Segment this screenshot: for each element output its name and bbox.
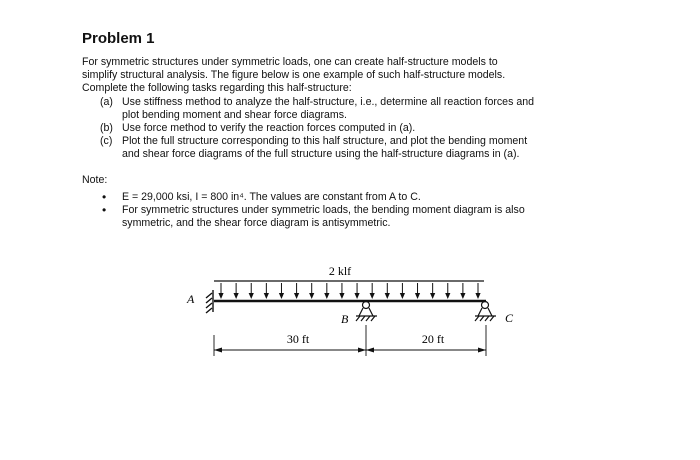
load-label: 2 klf [328,264,352,278]
note-heading: Note: [82,173,108,186]
task-label: (b) [100,122,113,135]
load-arrow-icon [249,283,254,299]
load-arrow-icon [385,283,390,299]
load-arrow-icon [415,283,420,299]
pin-support-icon [356,302,377,322]
load-arrow-icon [460,283,465,299]
load-arrow-icon [445,283,450,299]
task-text: plot bending moment and shear force diagrams. [122,108,347,121]
problem-title: Problem 1 [82,30,155,47]
intro-line: simplify structural analysis. The figure below is one example of such half-structure models. [82,69,506,82]
point-a-label: A [187,292,195,306]
span-ab-label: 30 ft [286,332,310,346]
intro-line: For symmetric structures under symmetric loads, one can create half-structure models to [82,56,498,68]
point-c-label: C [505,311,514,325]
note-text: symmetric, and the shear force diagram is antisymmetric. [122,217,391,230]
note-text: For symmetric structures under symmetric loads, the bending moment diagram is also [122,203,525,216]
load-arrows [218,283,480,299]
bullet-icon: • [102,189,107,204]
load-arrow-icon [264,283,269,299]
load-arrow-icon [324,283,329,299]
task-text: and shear force diagrams of the full structure using the half-structure diagrams in (a). [122,148,520,161]
load-arrow-icon [339,283,344,299]
task-text: Use stiffness method to analyze the half-structure, i.e., determine all reaction forces and [122,95,534,108]
load-arrow-icon [430,283,435,299]
load-arrow-icon [309,283,314,299]
pin-support-icon [475,302,496,322]
load-arrow-icon [218,283,223,299]
dimension-lines [214,325,486,356]
load-arrow-icon [475,283,480,299]
fixed-support-icon [206,290,213,313]
load-arrow-icon [354,283,359,299]
task-text: Plot the full structure corresponding to this half structure, and plot the bending moment [122,135,528,148]
load-arrow-icon [400,283,405,299]
load-arrow-icon [370,283,375,299]
task-label: (c) [100,135,113,148]
load-arrow-icon [294,283,299,299]
distributed-load [214,281,484,299]
note-text: E = 29,000 ksi, I = 800 in⁴. The values are constant from A to C. [122,190,421,203]
point-b-label: B [341,312,349,326]
load-arrow-icon [279,283,284,299]
span-bc-label: 20 ft [421,332,445,346]
task-text: Use force method to verify the reaction forces computed in (a). [122,122,416,135]
intro-line: Complete the following tasks regarding this half-structure: [82,82,352,95]
load-arrow-icon [234,283,239,299]
bullet-icon: • [102,202,107,217]
task-label: (a) [100,95,113,108]
